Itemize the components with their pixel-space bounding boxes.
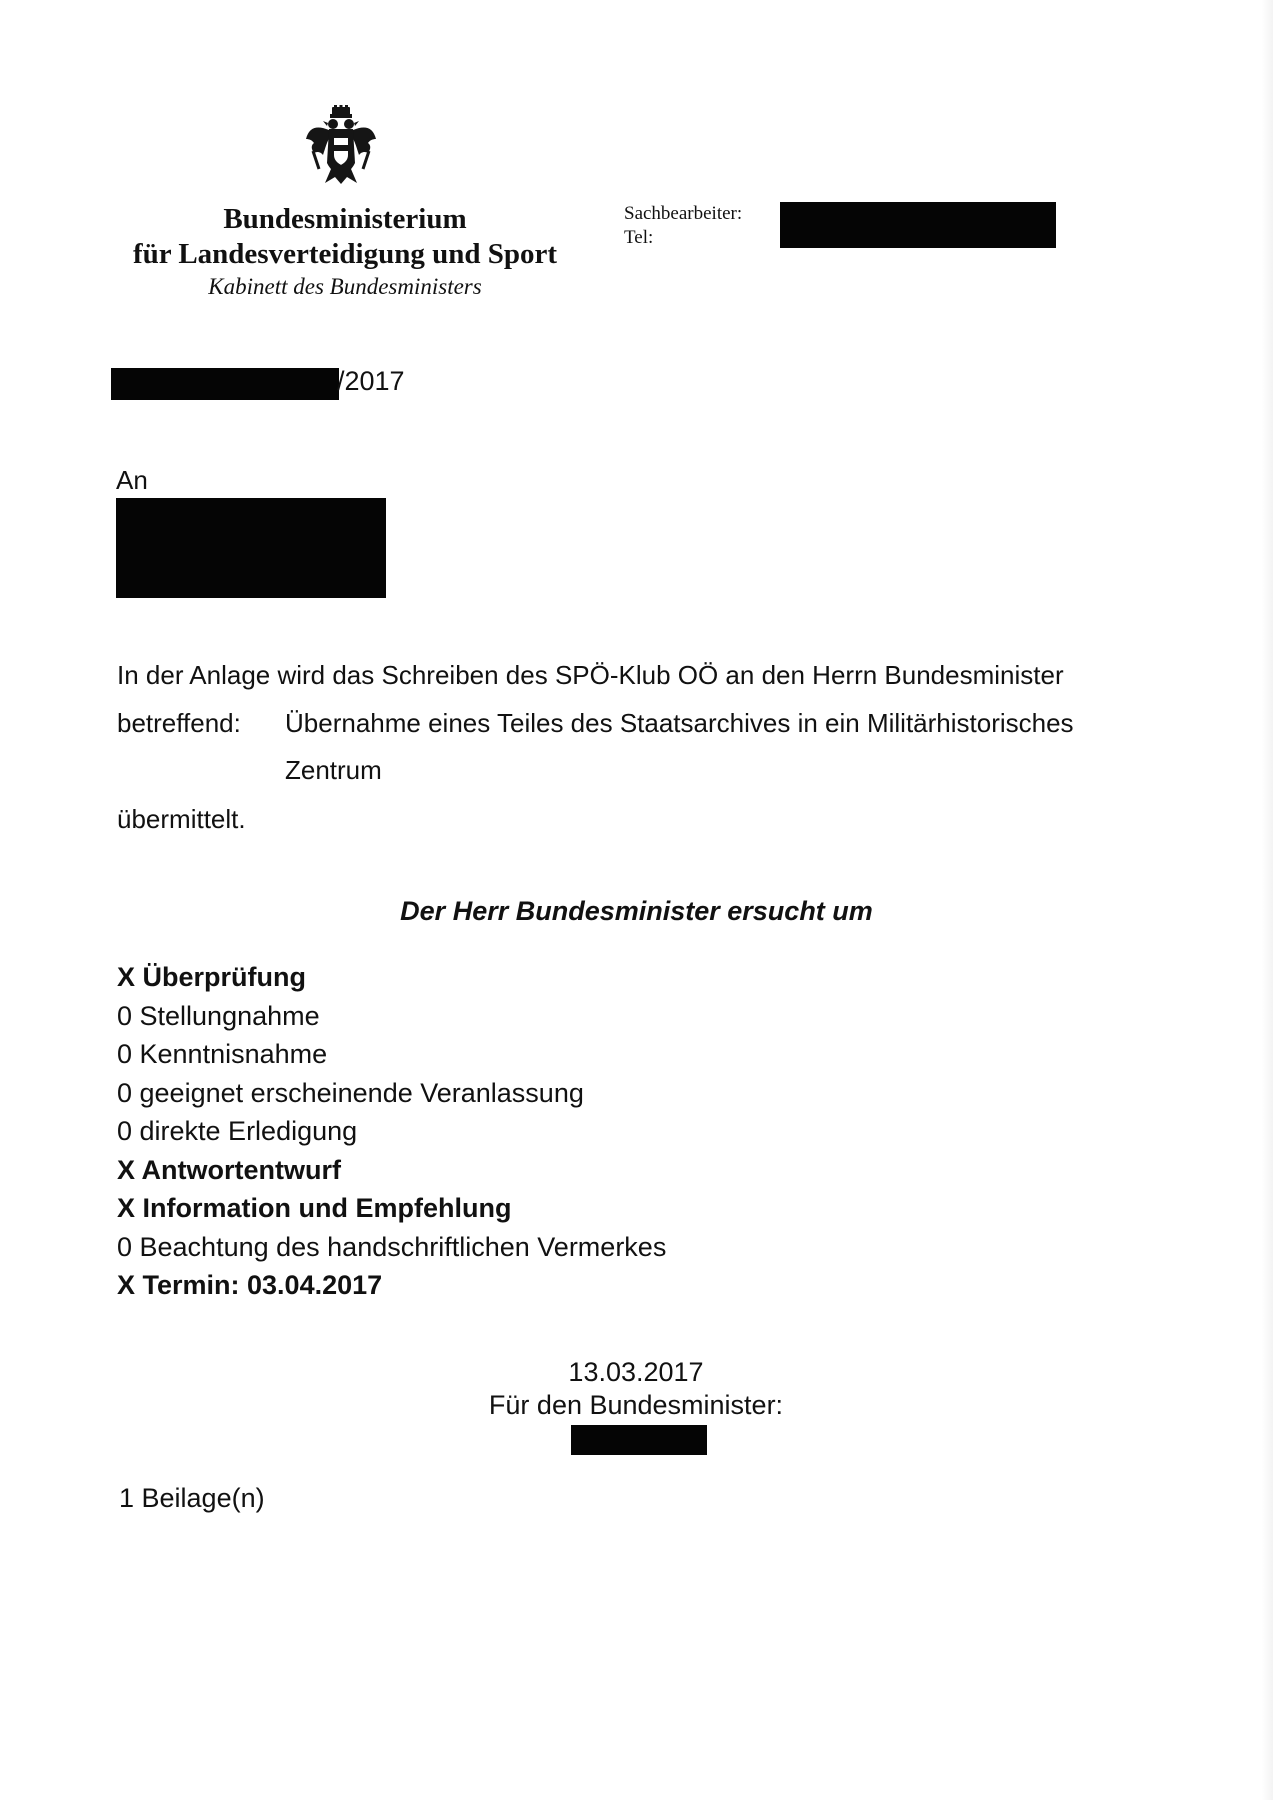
signature-label: Für den Bundesminister: (488, 1390, 784, 1420)
signature-block (436, 1356, 836, 1422)
option-handschriftlicher-vermerk: 0 Beachtung des handschriftlichen Vermerkes (117, 1231, 667, 1262)
reference-number: /2017 (337, 366, 405, 396)
option-ueberpruefung: X Überprüfung (117, 962, 306, 992)
subject-line-2: Zentrum (285, 755, 382, 785)
subject-line-1: Übernahme eines Teiles des Staatsarchives in ein Militärhistorisches (285, 708, 1074, 738)
closing-text: übermittelt. (117, 804, 246, 834)
option-termin: X Termin: 03.04.2017 (117, 1270, 383, 1300)
signature-date: 13.03.2017 (568, 1357, 704, 1387)
subject-label: betreffend: (117, 708, 241, 738)
option-stellungnahme: 0 Stellungnahme (117, 1000, 320, 1031)
option-kenntnisnahme: 0 Kenntnisnahme (117, 1039, 328, 1069)
request-title: Der Herr Bundesminister ersucht um (400, 896, 873, 926)
option-information-empfehlung: X Information und Empfehlung (117, 1193, 512, 1223)
scan-edge (1262, 0, 1273, 1800)
contact-labels (624, 202, 742, 250)
ministry-line-1: Bundesministerium (223, 203, 467, 235)
intro-text: In der Anlage wird das Schreiben des SPÖ-Klub OÖ an den Herrn Bundesminister (117, 660, 1064, 690)
option-antwortentwurf: X Antwortentwurf (117, 1154, 341, 1185)
request-options-list (117, 958, 666, 1305)
recipient-redaction (116, 498, 386, 598)
recipient-label: An (116, 465, 148, 495)
reference-redaction (111, 368, 339, 400)
clerk-label: Sachbearbeiter: (624, 203, 743, 224)
ministry-name (100, 202, 590, 301)
option-veranlassung: 0 geeignet erscheinende Veranlassung (117, 1077, 584, 1108)
option-direkte-erledigung: 0 direkte Erledigung (117, 1116, 358, 1146)
signature-redaction (571, 1425, 707, 1455)
phone-label: Tel: (624, 227, 654, 248)
ministry-line-2: für Landesverteidigung und Sport (132, 238, 558, 270)
department-name: Kabinett des Bundesministers (208, 274, 482, 299)
attachments-count: 1 Beilage(n) (119, 1483, 265, 1513)
coat-of-arms-icon (305, 105, 377, 185)
contact-redaction (780, 202, 1056, 248)
